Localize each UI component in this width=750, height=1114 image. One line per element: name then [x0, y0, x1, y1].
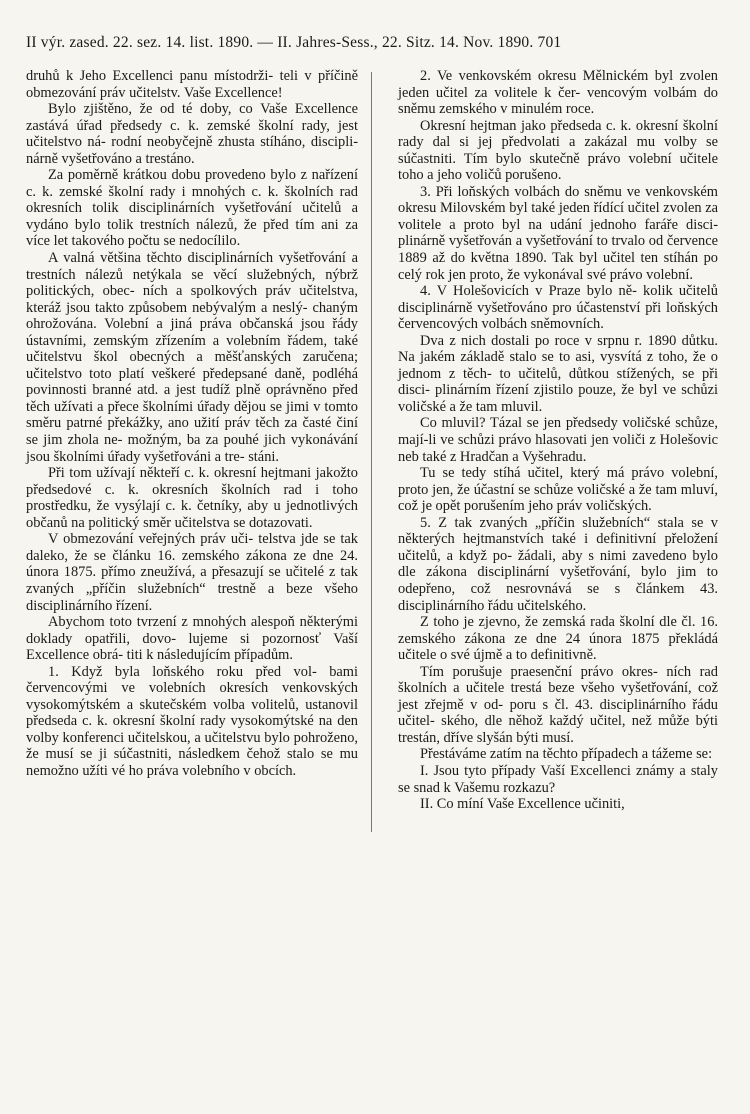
paragraph: Z toho je zjevno, že zemská rada školní dle čl. 16. zemského zákona ze dne 24 února 1875 překládá učitele o své újmě a to definitivně. — [398, 614, 718, 664]
paragraph: A valná většina těchto disciplinárních vyšetřování a trestních nálezů netýkala se věcí služebných, nýbrž politických, obec- ních a spolkových práv učitelstva, kteráž jsou takto způsobem nebývalým a neslý- chaným ohrožována. Volební a jiná práva občanská jsou řády ústavními, zemským zřízením a volebním řádem, také učitelstvu škol obecných a měšťanských zaručena; učitelstvo toto platí veškeré předepsané daně, podléhá povinnosti branné atd. a jest tudíž plně oprávněno před těch užívati a přece školními úřady dějou se jimi v tomto směru patrné překážky, ano užití práv těch za časté činí se jim zhola ne- možným, ba za pouhé jich vykonávání jsou školními úřady vyšetřováni a tre- stáni. — [26, 250, 358, 465]
right-column — [398, 68, 718, 813]
paragraph: V obmezování veřejných práv uči- telstva jde se tak daleko, že se článku 16. zemského zákona ze dne 24. února 1875. přímo zneužívá, a přesazují se učitelé z tak zvaných „příčin služebních“ trestně a beze všeho disciplinárního řízení. — [26, 531, 358, 614]
paragraph: 1. Když byla loňského roku před vol- bami červencovými ve volebních okresích venkovských vysokomýtském a skutečském volba volitelů, ustanovil předseda c. k. okresní školní rady vysokomýtské na den volby konferenci učitelskou, a učitelstvu bylo pohroženo, že musí se ji súčastniti, následkem čehož stalo se mu nemožno užíti vé ho práva volebního v obcích. — [26, 663, 358, 779]
paragraph: 5. Z tak zvaných „příčin služebních“ stala se v některých hejtmanstvích také i definitivní přeložení učitelů, a když po- žádali, aby s nimi zavedeno bylo dle zákona disciplinární vyšetřování, bylo jim to odepřeno, což nesrovnává se s článkem 43. disciplinárního řádu učitelského. — [398, 514, 718, 614]
paragraph: II. Co míní Vaše Excellence učiniti, — [420, 796, 625, 813]
paragraph: Abychom toto tvrzení z mnohých alespoň některými doklady opatřili, dovo- lujeme si pozornosť Vaší Excellence obrá- titi k následujícím případům. — [26, 614, 358, 664]
paragraph: Bylo zjištěno, že od té doby, co Vaše Excellence zastává úřad předsedy c. k. zemské školní rady, jest učitelstvo ná- rodní neobyčejně zhusta stíháno, discipli- nárně vyšetřováno a trestáno. — [26, 101, 358, 167]
paragraph: Tím porušuje praesenční právo okres- ních rad školních a učitele trestá beze všeho vyšetřování, což jest zřejmě v od- poru s čl. 43. disciplinárního řádu učitel- ského, dle něhož každý učitel, než může býti trestán, dříve slyšán býti musí. — [398, 663, 718, 746]
paragraph: 2. Ve venkovském okresu Mělnickém byl zvolen jeden učitel za volitele k čer- vencovým volbám do sněmu zemského v minulém roce. — [398, 68, 718, 118]
left-column — [26, 68, 358, 813]
paragraph: I. Jsou tyto případy Vaší Excellenci známy a staly se snad k Vašemu rozkazu? — [398, 762, 718, 796]
paragraph: 4. V Holešovicích v Praze bylo ně- kolik učitelů disciplinárně vyšetřováno pro účastenství při loňských červencových volbách sněmovních. — [398, 283, 718, 333]
paragraph: Tu se tedy stíhá učitel, který má právo volební, proto jen, že účastní se schůze voličské a že tam mluví, což je opět porušením jeho práv voličských. — [398, 465, 718, 515]
paragraph: Přestáváme zatím na těchto případech a tážeme se: — [420, 746, 713, 763]
paragraph: Co mluvil? Tázal se jen předsedy voličské schůze, mají-li ve schůzi právo hlasovati jen voliči z Holešovic neb také z Hradčan a Vyšehradu. — [398, 415, 718, 465]
paragraph: Při tom užívají někteří c. k. okresní hejtmani jakožto předsedové c. k. okresních školních rad i toho prostředku, že vysýlají c. k. četníky, aby u jednotlivých občanů na politický směr učitelstva se dotazovati. — [26, 465, 358, 531]
column-divider — [371, 72, 372, 832]
text-columns — [26, 68, 718, 813]
paragraph: Dva z nich dostali po roce v srpnu r. 1890 důtku. Na jakém základě stalo se to asi, vysvítá z toho, že o jednom z těch- to učitelů, důtkou stížených, se při disci- plinárním řízení zjistilo pouze, že byl ve schůzi voličské a že tam mluvil. — [398, 332, 718, 415]
paragraph: druhů k Jeho Excellenci panu místodrži- teli v příčině obmezování práv učitelstv. Vaše Excellence! — [26, 68, 358, 101]
paragraph: Za poměrně krátkou dobu provedeno bylo z nařízení c. k. zemské školní rady i mnohých c. k. školních rad okresních tolik disciplinárních vyšetřování učitelů a vydáno bylo tolik trestních nálezů, že před tím ani za více let takového počtu se nedocílilo. — [26, 167, 358, 250]
page-header: II výr. zased. 22. sez. 14. list. 1890. — II. Jahres-Sess., 22. Sitz. 14. Nov. 1890. 701 — [26, 34, 562, 51]
paragraph: 3. Při loňských volbách do sněmu ve venkovském okresu Milovském byl také jeden řídící učitel zvolen za volitele a proto byl na udání jednoho faráře disci- plinárně vyšetřován a vyšetřování to trvalo od července 1889 až do května 1890. Tak byl učitel ten stíhán po celý rok jen proto, že vykonával své právo volební. — [398, 183, 718, 283]
paragraph: Okresní hejtman jako předseda c. k. okresní školní rady dal si jej předvolati a zakázal mu volby se súčastniti. Tím bylo skutečně právo volební učitele toho a jeho voličů porušeno. — [398, 117, 718, 184]
